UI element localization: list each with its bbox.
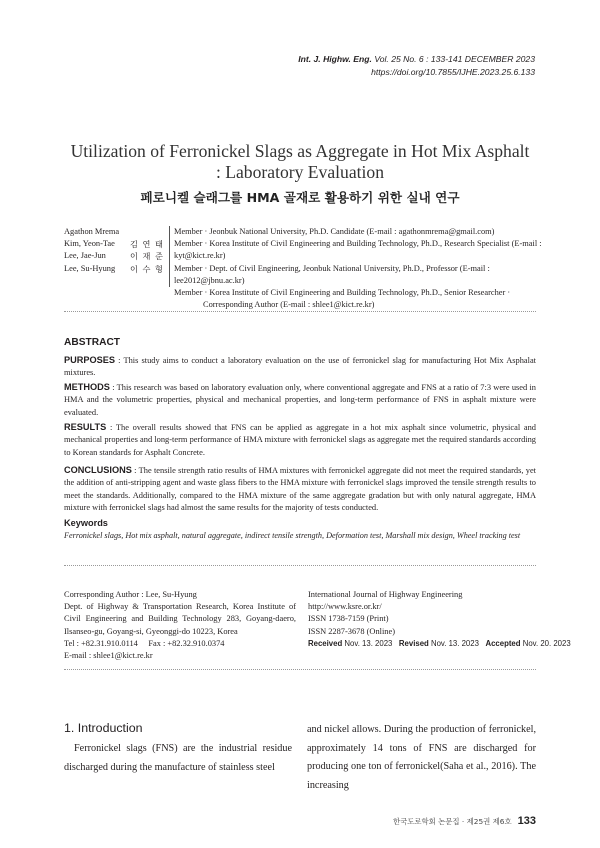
- received-label: Received: [308, 638, 343, 648]
- author-name: Lee, Jae-Jun: [64, 251, 106, 261]
- keywords-text: Ferronickel slags, Hot mix asphalt, natural aggregate, indirect tensile strength, Deformation test, Marshall mix design, Wheel tracking test: [64, 531, 521, 540]
- author-korean-name: 김 연 태: [130, 239, 164, 250]
- author-korean-names: [130, 226, 164, 275]
- author-affiliation: Member · Dept. of Civil Engineering, Jeonbuk National University, Ph.D., Professor (E-mail : lee2012@jbnu.ac.kr): [174, 263, 490, 285]
- title-line-2: : Laboratory Evaluation: [215, 162, 385, 182]
- conclusions-label: CONCLUSIONS: [64, 465, 132, 475]
- paper-title: [40, 141, 560, 183]
- revised-date: Nov. 13. 2023: [428, 638, 486, 648]
- author-names: [64, 226, 119, 275]
- section-heading-introduction: 1. Introduction: [64, 721, 143, 735]
- journal-header: [298, 53, 535, 79]
- corresponding-author: Corresponding Author : Lee, Su-Hyung: [64, 590, 197, 599]
- body-column-right: and nickel allows. During the production of ferronickel, approximately 14 tons of FNS are discharged for producing one ton of ferronickel(Saha et al., 2016). The increasing: [307, 724, 536, 791]
- methods-label: METHODS: [64, 382, 110, 392]
- author-korean-name: [130, 226, 164, 238]
- issn-print: ISSN 1738-7159 (Print): [308, 614, 389, 624]
- corresponding-email-line: Corresponding Author (E-mail : shlee1@kict.re.kr): [203, 300, 375, 310]
- abstract-results: [64, 421, 536, 459]
- accepted-date: Nov. 20. 2023: [520, 638, 571, 648]
- author-name: Agathon Mrema: [64, 227, 120, 236]
- author-divider: [169, 226, 170, 287]
- received-date: Nov. 13. 2023: [342, 638, 399, 648]
- abstract-purposes: [64, 354, 536, 380]
- title-line-1: Utilization of Ferronickel Slags as Aggregate in Hot Mix Asphalt: [70, 141, 530, 161]
- accepted-label: Accepted: [485, 638, 521, 648]
- corresponding-phone: Tel : +82.31.910.0114 Fax : +82.32.910.0374: [64, 638, 225, 648]
- author-name: Kim, Yeon-Tae: [64, 239, 115, 249]
- author-affiliation: Member · Jeonbuk National University, Ph.D. Candidate (E-mail : agathonmrema@gmail.com): [174, 227, 495, 236]
- korean-title: 페로니켈 슬래그를 HMA 골재로 활용하기 위한 실내 연구: [140, 190, 460, 205]
- abstract-heading: ABSTRACT: [64, 337, 121, 348]
- corresponding-email: E-mail : shlee1@kict.re.kr: [64, 651, 153, 661]
- issn-online: ISSN 2287-3678 (Online): [308, 626, 396, 636]
- abstract-methods: [64, 381, 536, 419]
- corresponding-address: Dept. of Highway & Transportation Research, Korea Institute of Civil Engineering and Building Technology 283, Goyang-daero, Ilsanseo-gu, Goyang-si, Gyeonggi-do 10223, Korea: [64, 602, 296, 636]
- doi-link[interactable]: https://doi.org/10.7855/IJHE.2023.25.6.133: [371, 67, 535, 77]
- conclusions-text: : The tensile strength ratio results of HMA mixtures with ferronickel aggregate did not meet the required standards, yet the addition of anti-stripping agent and waste glass fibers to the HMA mixture with ferronickel slags improved the tensile strength results to meet the standards. Additionally, compared to the HMA mixture of the same aggregate gradation but with only natural aggregate, HMA mixture with ferronickel slags had almost the same results for the majority of tests conducted.: [64, 466, 536, 512]
- methods-text: : This research was based on laboratory evaluation only, where conventional aggregate and FNS at a ratio of 7:3 were used in HMA and the volumetric properties, physical and mechanical properties, and long-term performance of FNS in asphalt mixture were evaluated.: [64, 383, 536, 417]
- journal-full-name: International Journal of Highway Engineering: [308, 590, 463, 599]
- author-affiliations: [174, 226, 544, 311]
- results-text: : The overall results showed that FNS can be applied as aggregate in a hot mix asphalt since volumetric, physical and mechanical properties and long-term performance of HMA mixture with ferronickel slags as aggregate met the required standards according to Korean standards for Asphalt Concrete.: [64, 423, 536, 457]
- purposes-text: : This study aims to conduct a laboratory evaluation on the use of ferronickel slag for manufacturing Hot Mix Asphalat mixtures.: [64, 356, 536, 378]
- keywords-heading: Keywords: [64, 518, 108, 528]
- correspondence-block: [64, 589, 296, 662]
- divider: [64, 669, 536, 670]
- purposes-label: PURPOSES: [64, 355, 116, 365]
- journal-info-block: [308, 589, 571, 650]
- article-dates: [308, 638, 571, 650]
- footer-journal-text: 한국도로학회 논문집 · 제25권 제6호: [392, 817, 512, 826]
- divider: [64, 565, 536, 566]
- results-label: RESULTS: [64, 422, 107, 432]
- divider: [64, 311, 536, 312]
- author-korean-name: 이 수 형: [130, 263, 164, 274]
- author-korean-name: 이 재 준: [130, 251, 164, 262]
- journal-name: Int. J. Highw. Eng.: [298, 54, 372, 64]
- body-column-left: Ferronickel slags (FNS) are the industrial residue discharged during the manufacture of stainless steel: [64, 743, 292, 773]
- page-footer: [393, 815, 536, 827]
- revised-label: Revised: [398, 638, 429, 648]
- abstract-conclusions: [64, 464, 536, 514]
- author-affiliation: Member · Korea Institute of Civil Engineering and Building Technology, Ph.D., Senior Researcher ·: [174, 288, 511, 298]
- journal-volume: Vol. 25 No. 6 : 133-141 DECEMBER 2023: [371, 54, 535, 64]
- journal-url[interactable]: http://www.ksre.or.kr/: [308, 602, 382, 612]
- author-affiliation: Member · Korea Institute of Civil Engineering and Building Technology, Ph.D., Research Specialist (E-mail : kyt@kict.re.kr): [174, 239, 542, 261]
- page-number: 133: [517, 815, 536, 827]
- author-name: Lee, Su-Hyung: [64, 263, 116, 273]
